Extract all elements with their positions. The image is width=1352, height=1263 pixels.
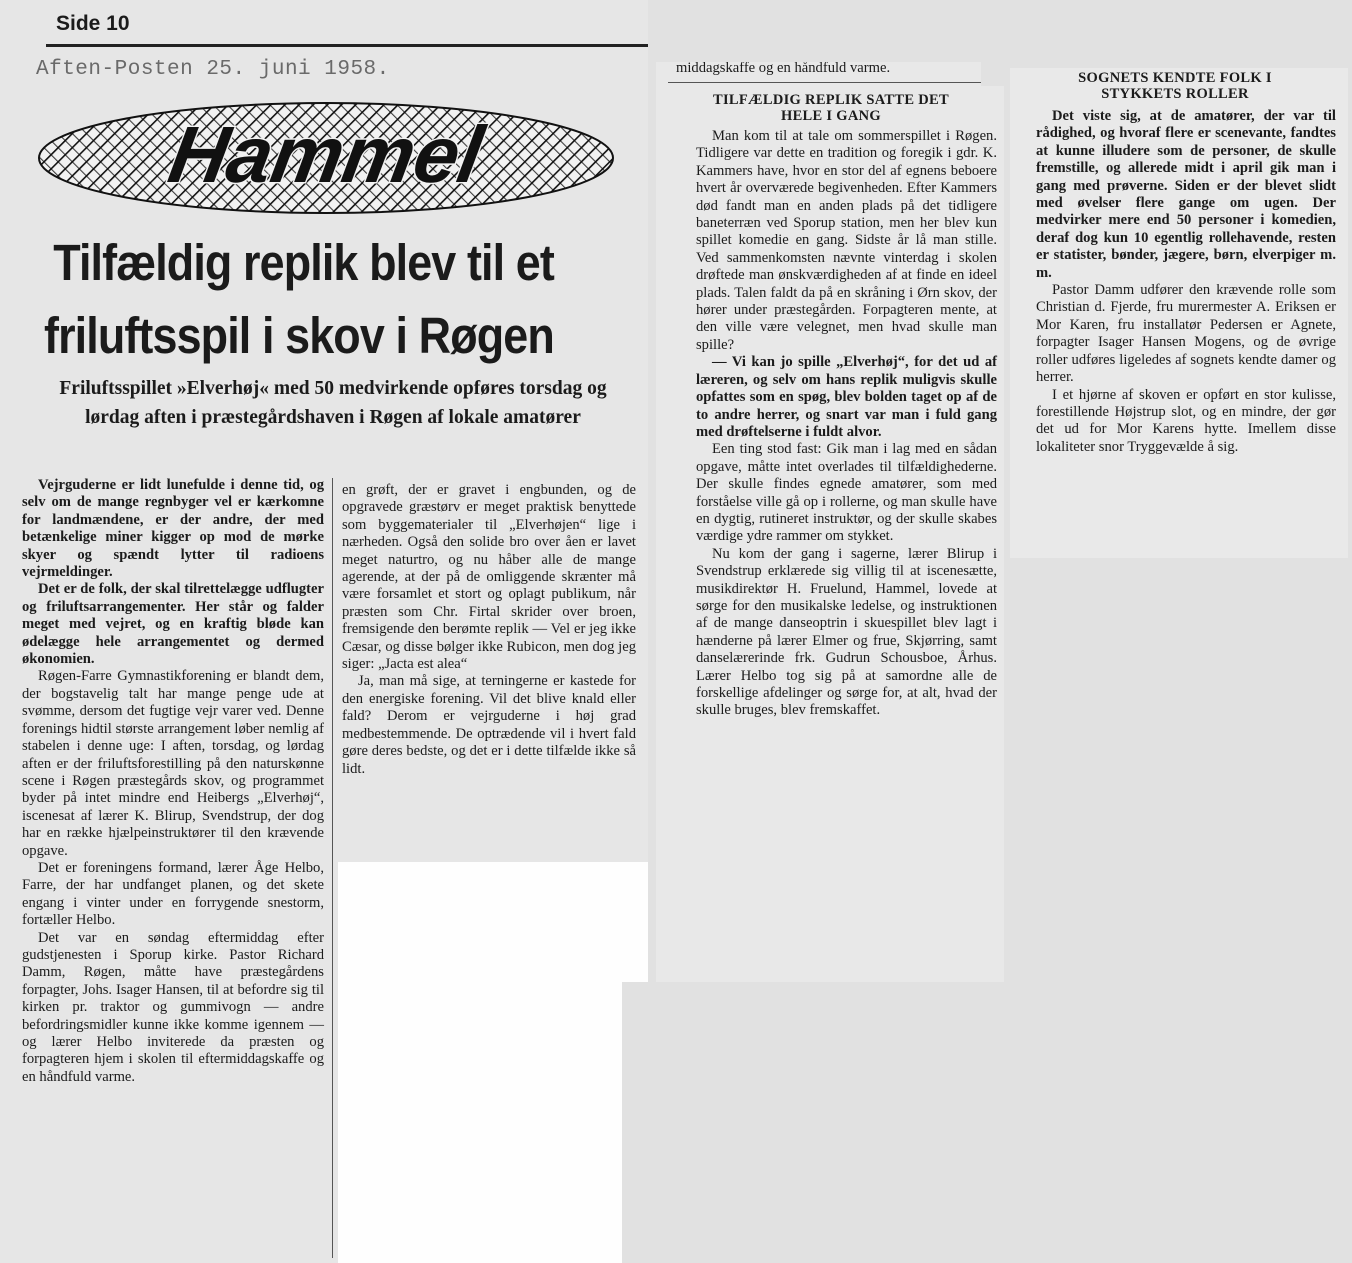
clipping-continuation bbox=[656, 62, 1004, 982]
paragraph: Det var en søndag eftermiddag efter gudstjenesten i Sporup kirke. Pastor Richard Damm, Røgen, måtte have præstegårdens forpagter, Johs. Isager Hansen, til at befordre sig til kirken pr. traktor og gummivogn — andre befordringsmidler kunne ikke komme igennem — og lærer Helbo inviterede da præsten og forpagteren hjem i skolen til eftermiddagskaffe og en håndfuld varme. bbox=[22, 929, 324, 1085]
cutout-gray bbox=[622, 982, 648, 1263]
column-4 bbox=[1036, 108, 1336, 456]
gap-strip bbox=[981, 62, 1011, 86]
paragraph: Vejrguderne er lidt lunefulde i denne tid, og selv om de mange regnbyger vel er kærkomne for landmændene, er der andre, der med betænkelige miner kigger op mod de mørke skyer og spændt lytter til radioens vejrmeldinger. bbox=[22, 477, 324, 581]
logo-text: Hammel bbox=[162, 110, 490, 200]
paragraph: Man kom til at tale om sommerspillet i Røgen. Tidligere var dette en tradition og foregik i gdr. K. Kammers have, hvor en stor del af egnens beboere hvert år overværede begivenheden. Efter Kammers død fandt man en anden plads på det tidligere baneterræn ved Sporup station, men her blev kun spillet komedie en gang. Sidste år lå man stille. Ved sammenkomsten nævnte vinterdag i skolen drøftede man ønskværdigheden af at finde en ideel plads. Talen faldt da på en skråning i Ørn skov, der hører under præstegården. Forpagteren mente, at den ville være velegnet, men hvad skulle man spille? bbox=[696, 128, 997, 353]
clipping-main bbox=[0, 0, 648, 1263]
paragraph: Een ting stod fast: Gik man i lag med en sådan opgave, måtte intet overlades til tilfældighederne. Der skulle findes egnede amatører, som med forståelse ville gå op i rollerne, og man skulle have en dygtig, rutineret instruktør, og der skulle skabes værdige ydre rammer om stykket. bbox=[696, 441, 997, 545]
cutout-white bbox=[338, 862, 648, 1263]
section-heading-3: TILFÆLDIG REPLIK SATTE DET HELE I GANG bbox=[713, 92, 949, 124]
date-stamp: Aften-Posten 25. juni 1958. bbox=[36, 58, 390, 81]
column-divider bbox=[332, 478, 333, 1258]
paragraph: Det er de folk, der skal tilrettelægge udflugter og friluftsarrangementer. Her står og falder meget med vejret, og en kraftig bløde kan ødelægge hele arrangementet og dermed økonomien. bbox=[22, 581, 324, 668]
paragraph: Røgen-Farre Gymnastikforening er blandt dem, der bogstavelig talt har mange penge ude at svømme, dersom det fugtige vejr varer ved. Denne forenings hidtil største arrangement løber nemlig af stabelen i denne uge: I aften, torsdag, og lørdag aften er der friluftsforestilling på den naturskønne scene i Røgen præstegårds skov, og programmet byder på intet mindre end Heibergs „Elverhøj“, iscenesat af lærer K. Blirup, Svendstrup, der dog har en række hjælpeinstruktører til den krævende opgave. bbox=[22, 668, 324, 859]
section-heading-4: SOGNETS KENDTE FOLK I STYKKETS ROLLER bbox=[1078, 70, 1272, 102]
paragraph: Ja, man må sige, at terningerne er kastede for den energiske forening. Vil det blive knald eller fald? Derom er vejrguderne i høj grad medbestemmende. De optrædende vil i hvert fald gøre deres bedste, og det er i dette tilfælde ikke så lidt. bbox=[342, 673, 636, 777]
paragraph: Pastor Damm udfører den krævende rolle som Christian d. Fjerde, fru murermester A. Eriksen er Mor Karen, fru installatør Pedersen er Agnete, forpagter Isager Hansen Mogens, og de øvrige roller udføres ligeledes af sognets kendte damer og herrer. bbox=[1036, 282, 1336, 386]
column-3 bbox=[696, 128, 997, 720]
hammel-logo bbox=[36, 98, 626, 218]
page-label: Side 10 bbox=[56, 12, 130, 35]
headline-line-1: Tilfældig replik blev til et bbox=[53, 234, 554, 291]
top-rule bbox=[46, 44, 648, 47]
column-1 bbox=[22, 477, 324, 1086]
subheadline: Friluftsspillet »Elverhøj« med 50 medvirkende opføres torsdag og lørdag aften i præstegårdshaven i Røgen af lokale amatører bbox=[59, 378, 607, 428]
paragraph: Det viste sig, at de amatører, der var til rådighed, og hvoraf flere er scenevante, fandtes at kunne illudere som de personer, de skulle fremstille, og allerede midt i april gik man i gang med prøverne. Siden er der blevet slidt med øvelser flere gange om ugen. Der medvirker mere end 50 personer i komedien, deraf dog kun 10 egentlig rollehavende, resten er statister, bønder, jægere, børn, elverpiger m. m. bbox=[1036, 108, 1336, 281]
clipping-right bbox=[1010, 68, 1348, 558]
top-rule-3 bbox=[668, 82, 998, 83]
paragraph: — Vi kan jo spille „Elverhøj“, for det ud af læreren, og selv om hans replik muligvis skulle opfattes som en spøg, blev bolden taget op af de to andre herrer, og snart var man i fuld gang med drøftelserne i fuldt alvor. bbox=[696, 354, 997, 440]
paragraph: en grøft, der er gravet i engbunden, og de opgravede græstørv er meget praktisk benyttede som byggematerialer til „Elverhøjen“ lige i nærheden. Også den solide bro over åen er lavet meget naturtro, og nu håber alle de mange agerende, at der på de omliggende skrænter må være forsamlet et stort og oplagt publikum, når præsten som Chr. Firtal skrider over broen, fremsigende den berømte replik — Vel er jeg ikke Cæsar, og disse bølger ikke Rubicon, men dog jeg siger: „Jacta est alea“ bbox=[342, 482, 636, 673]
paragraph: Det er foreningens formand, lærer Åge Helbo, Farre, der har undfanget planen, og det skete engang i vinter under en forrygende snestorm, fortæller Helbo. bbox=[22, 859, 324, 929]
column-2 bbox=[342, 482, 636, 778]
continuation-top-line: middagskaffe og en håndfuld varme. bbox=[676, 62, 891, 76]
headline-line-2: friluftsspil i skov i Røgen bbox=[44, 307, 554, 364]
paragraph: Nu kom der gang i sagerne, lærer Blirup i Svendstrup erklærede sig villig til at iscenesætte, musikdirektør H. Fruelund, Hammel, lovede at sørge for den musikalske ledelse, og instruktionen af de mange danseoptrin i skuespillet blev lagt i hænderne på lærer Elmer og frue, Skjørring, samt danselærerinde frk. Gudrun Schousboe, Århus. Lærer Helbo tog sig på at samordne alle de forskellige afdelinger og sørge for, at alt, hvad der skulle bruges, blev fremskaffet. bbox=[696, 545, 997, 719]
paragraph: I et hjørne af skoven er opført en stor kulisse, forestillende Højstrup slot, og en mindre, der gør det ud for Mor Karens hytte. Imellem disse lokaliteter snor Tryggevælde å sig. bbox=[1036, 386, 1336, 455]
